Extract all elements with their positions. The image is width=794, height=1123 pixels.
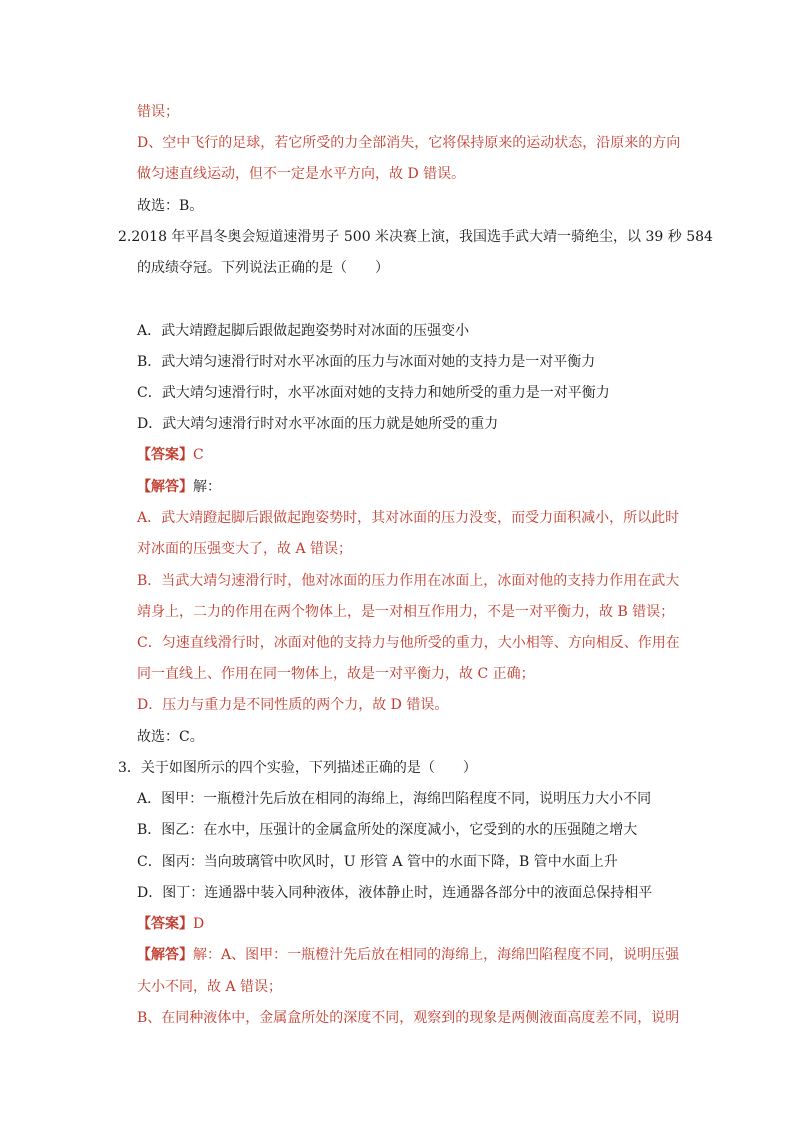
q2-answer-value: C — [193, 447, 204, 463]
q3-answer-tag: 【答案】 — [137, 916, 193, 932]
q3-explain-header — [137, 945, 679, 965]
q2-stem-line-1: 2.2018 年平昌冬奥会短道速滑男子 500 米决赛上演，我国选手武大靖一骑绝尘，以 39 秒 584 — [118, 229, 713, 245]
q3-option-a: A．图甲：一瓶橙汁先后放在相同的海绵上，海绵凹陷程度不同，说明压力大小不同 — [137, 791, 652, 807]
q3-option-b: B．图乙：在水中，压强计的金属盒所处的深度减小，它受到的水的压强随之增大 — [137, 822, 638, 838]
q2-explain-line-3: B．当武大靖匀速滑行时，他对冰面的压力作用在冰面上，冰面对他的支持力作用在武大 — [137, 573, 680, 589]
prev-explain-d-line-1: D、空中飞行的足球，若它所受的力全部消失，它将保持原来的运动状态，沿原来的方向 — [137, 135, 681, 151]
q2-option-b: B．武大靖匀速滑行时对水平冰面的压力与冰面对她的支持力是一对平衡力 — [137, 354, 596, 370]
q2-explain-header — [137, 477, 221, 497]
q3-explain-line-1: 大小不同，故 A 错误； — [137, 979, 283, 995]
q2-answer — [137, 445, 204, 465]
q2-explain-suffix: 解： — [193, 479, 221, 495]
q2-option-d: D．武大靖匀速滑行时对水平冰面的压力就是她所受的重力 — [137, 416, 499, 432]
q2-explain-tag: 【解答】 — [137, 479, 193, 495]
prev-choice: 故选：B。 — [137, 198, 204, 214]
q3-answer-value: D — [193, 916, 205, 932]
q3-stem: 3．关于如图所示的四个实验，下列描述正确的是（ ） — [118, 760, 477, 776]
q2-explain-line-4: 靖身上，二力的作用在两个物体上，是一对相互作用力，不是一对平衡力，故 B 错误； — [137, 604, 675, 620]
prev-explain-line-1: 错误； — [137, 104, 179, 120]
q3-explain-line-2: B、在同种液体中，金属盒所处的深度不同，观察到的现象是两侧液面高度差不同，说明 — [137, 1010, 680, 1026]
q2-explain-line-1: A．武大靖蹬起脚后跟做起跑姿势时，其对冰面的压力没变，而受力面积减小，所以此时 — [137, 510, 680, 526]
q3-explain-first: 解：A、图甲：一瓶橙汁先后放在相同的海绵上，海绵凹陷程度不同，说明压强 — [193, 947, 680, 963]
q3-answer — [137, 914, 204, 934]
q3-option-c: C．图丙：当向玻璃管中吹风时，U 形管 A 管中的水面下降，B 管中水面上升 — [137, 854, 618, 870]
q2-explain-line-6: 同一直线上、作用在同一物体上，故是一对平衡力，故 C 正确； — [137, 666, 535, 682]
q2-answer-tag: 【答案】 — [137, 447, 193, 463]
prev-explain-d-line-2: 做匀速直线运动，但不一定是水平方向，故 D 错误。 — [137, 166, 466, 182]
q2-option-a: A．武大靖蹬起脚后跟做起跑姿势时对冰面的压强变小 — [137, 323, 470, 339]
q2-option-c: C．武大靖匀速滑行时，水平冰面对她的支持力和她所受的重力是一对平衡力 — [137, 385, 610, 401]
q2-explain-line-2: 对冰面的压强变大了，故 A 错误； — [137, 541, 353, 557]
q2-stem-line-2: 的成绩夺冠。下列说法正确的是（ ） — [137, 260, 389, 276]
q2-explain-line-5: C．匀速直线滑行时，冰面对他的支持力与他所受的重力，大小相等、方向相反、作用在 — [137, 635, 680, 651]
q2-choice: 故选：C。 — [137, 729, 204, 745]
q3-option-d: D．图丁：连通器中装入同种液体，液体静止时，连通器各部分中的液面总保持相平 — [137, 885, 653, 901]
q3-explain-tag: 【解答】 — [137, 947, 193, 963]
q2-explain-line-7: D．压力与重力是不同性质的两个力，故 D 错误。 — [137, 697, 449, 713]
